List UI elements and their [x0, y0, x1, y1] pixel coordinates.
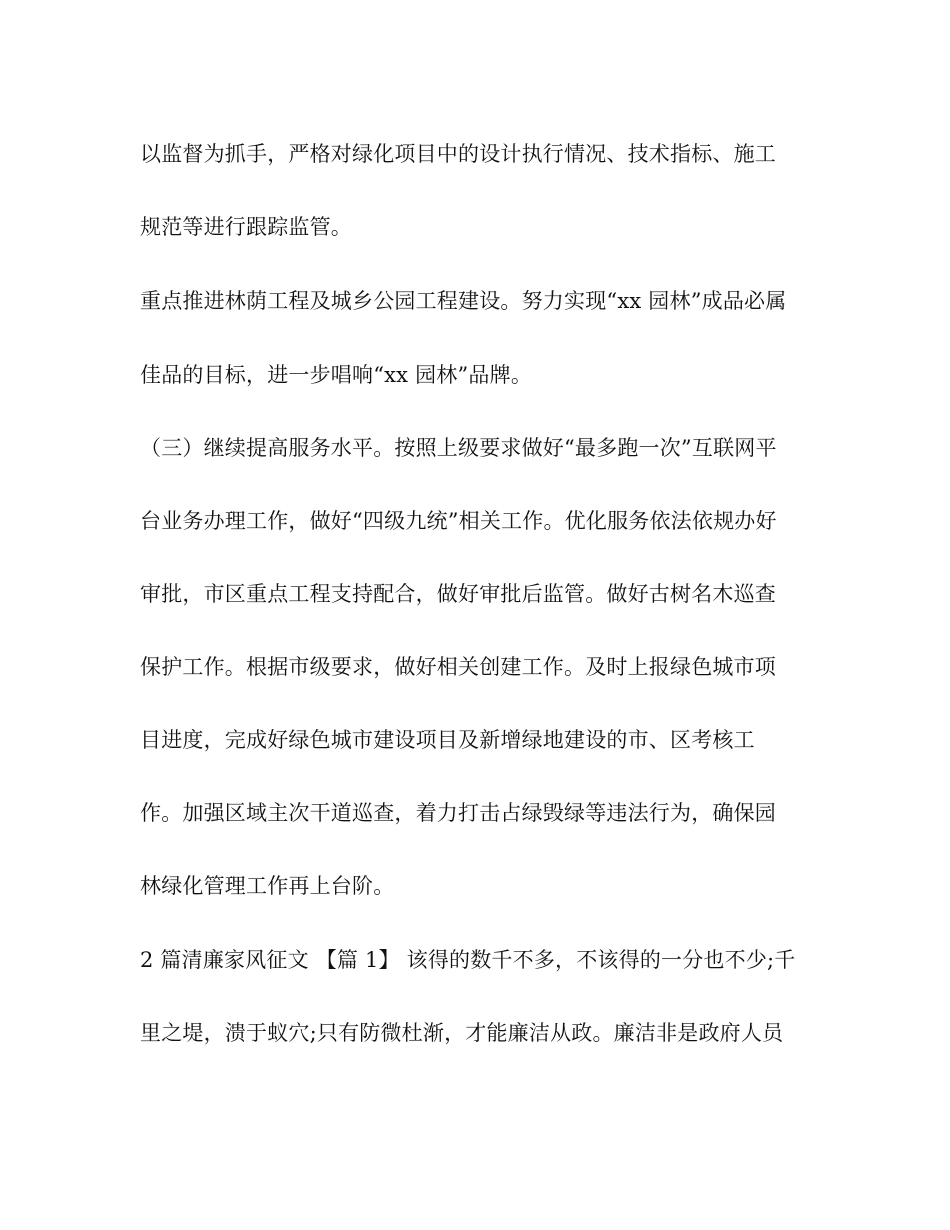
paragraph-line: 作。加强区域主次干道巡查，着力打击占绿毁绿等违法行为，确保园 [140, 801, 776, 825]
paragraph-line: 里之堤，溃于蚁穴;只有防微杜渐，才能廉洁从政。廉洁非是政府人员 [140, 1021, 784, 1045]
section-heading-line: （三）继续提高服务水平。按照上级要求做好“最多跑一次”互联网平 [140, 436, 777, 460]
paragraph-line: 林绿化管理工作再上台阶。 [140, 874, 395, 898]
paragraph-line: 以监督为抓手，严格对绿化项目中的设计执行情况、技术指标、施工 [140, 142, 776, 166]
essay-title-line: 2 篇清廉家风征文 【篇 1】 该得的数千不多，不该得的一分也不少;千 [140, 948, 796, 972]
paragraph-line: 重点推进林荫工程及城乡公园工程建设。努力实现“xx 园林”成品必属 [140, 289, 787, 313]
paragraph-line: 台业务办理工作，做好“四级九统”相关工作。优化服务依法依规办好 [140, 509, 777, 533]
paragraph-line: 保护工作。根据市级要求，做好相关创建工作。及时上报绿色城市项 [140, 655, 776, 679]
paragraph-line: 目进度，完成好绿色城市建设项目及新增绿地建设的市、区考核工 [140, 728, 755, 752]
paragraph-line: 规范等进行跟踪监管。 [140, 215, 352, 239]
paragraph-line: 审批，市区重点工程支持配合，做好审批后监管。做好古树名木巡查 [140, 582, 776, 606]
paragraph-line: 佳品的目标，进一步唱响“xx 园林”品牌。 [140, 363, 533, 387]
